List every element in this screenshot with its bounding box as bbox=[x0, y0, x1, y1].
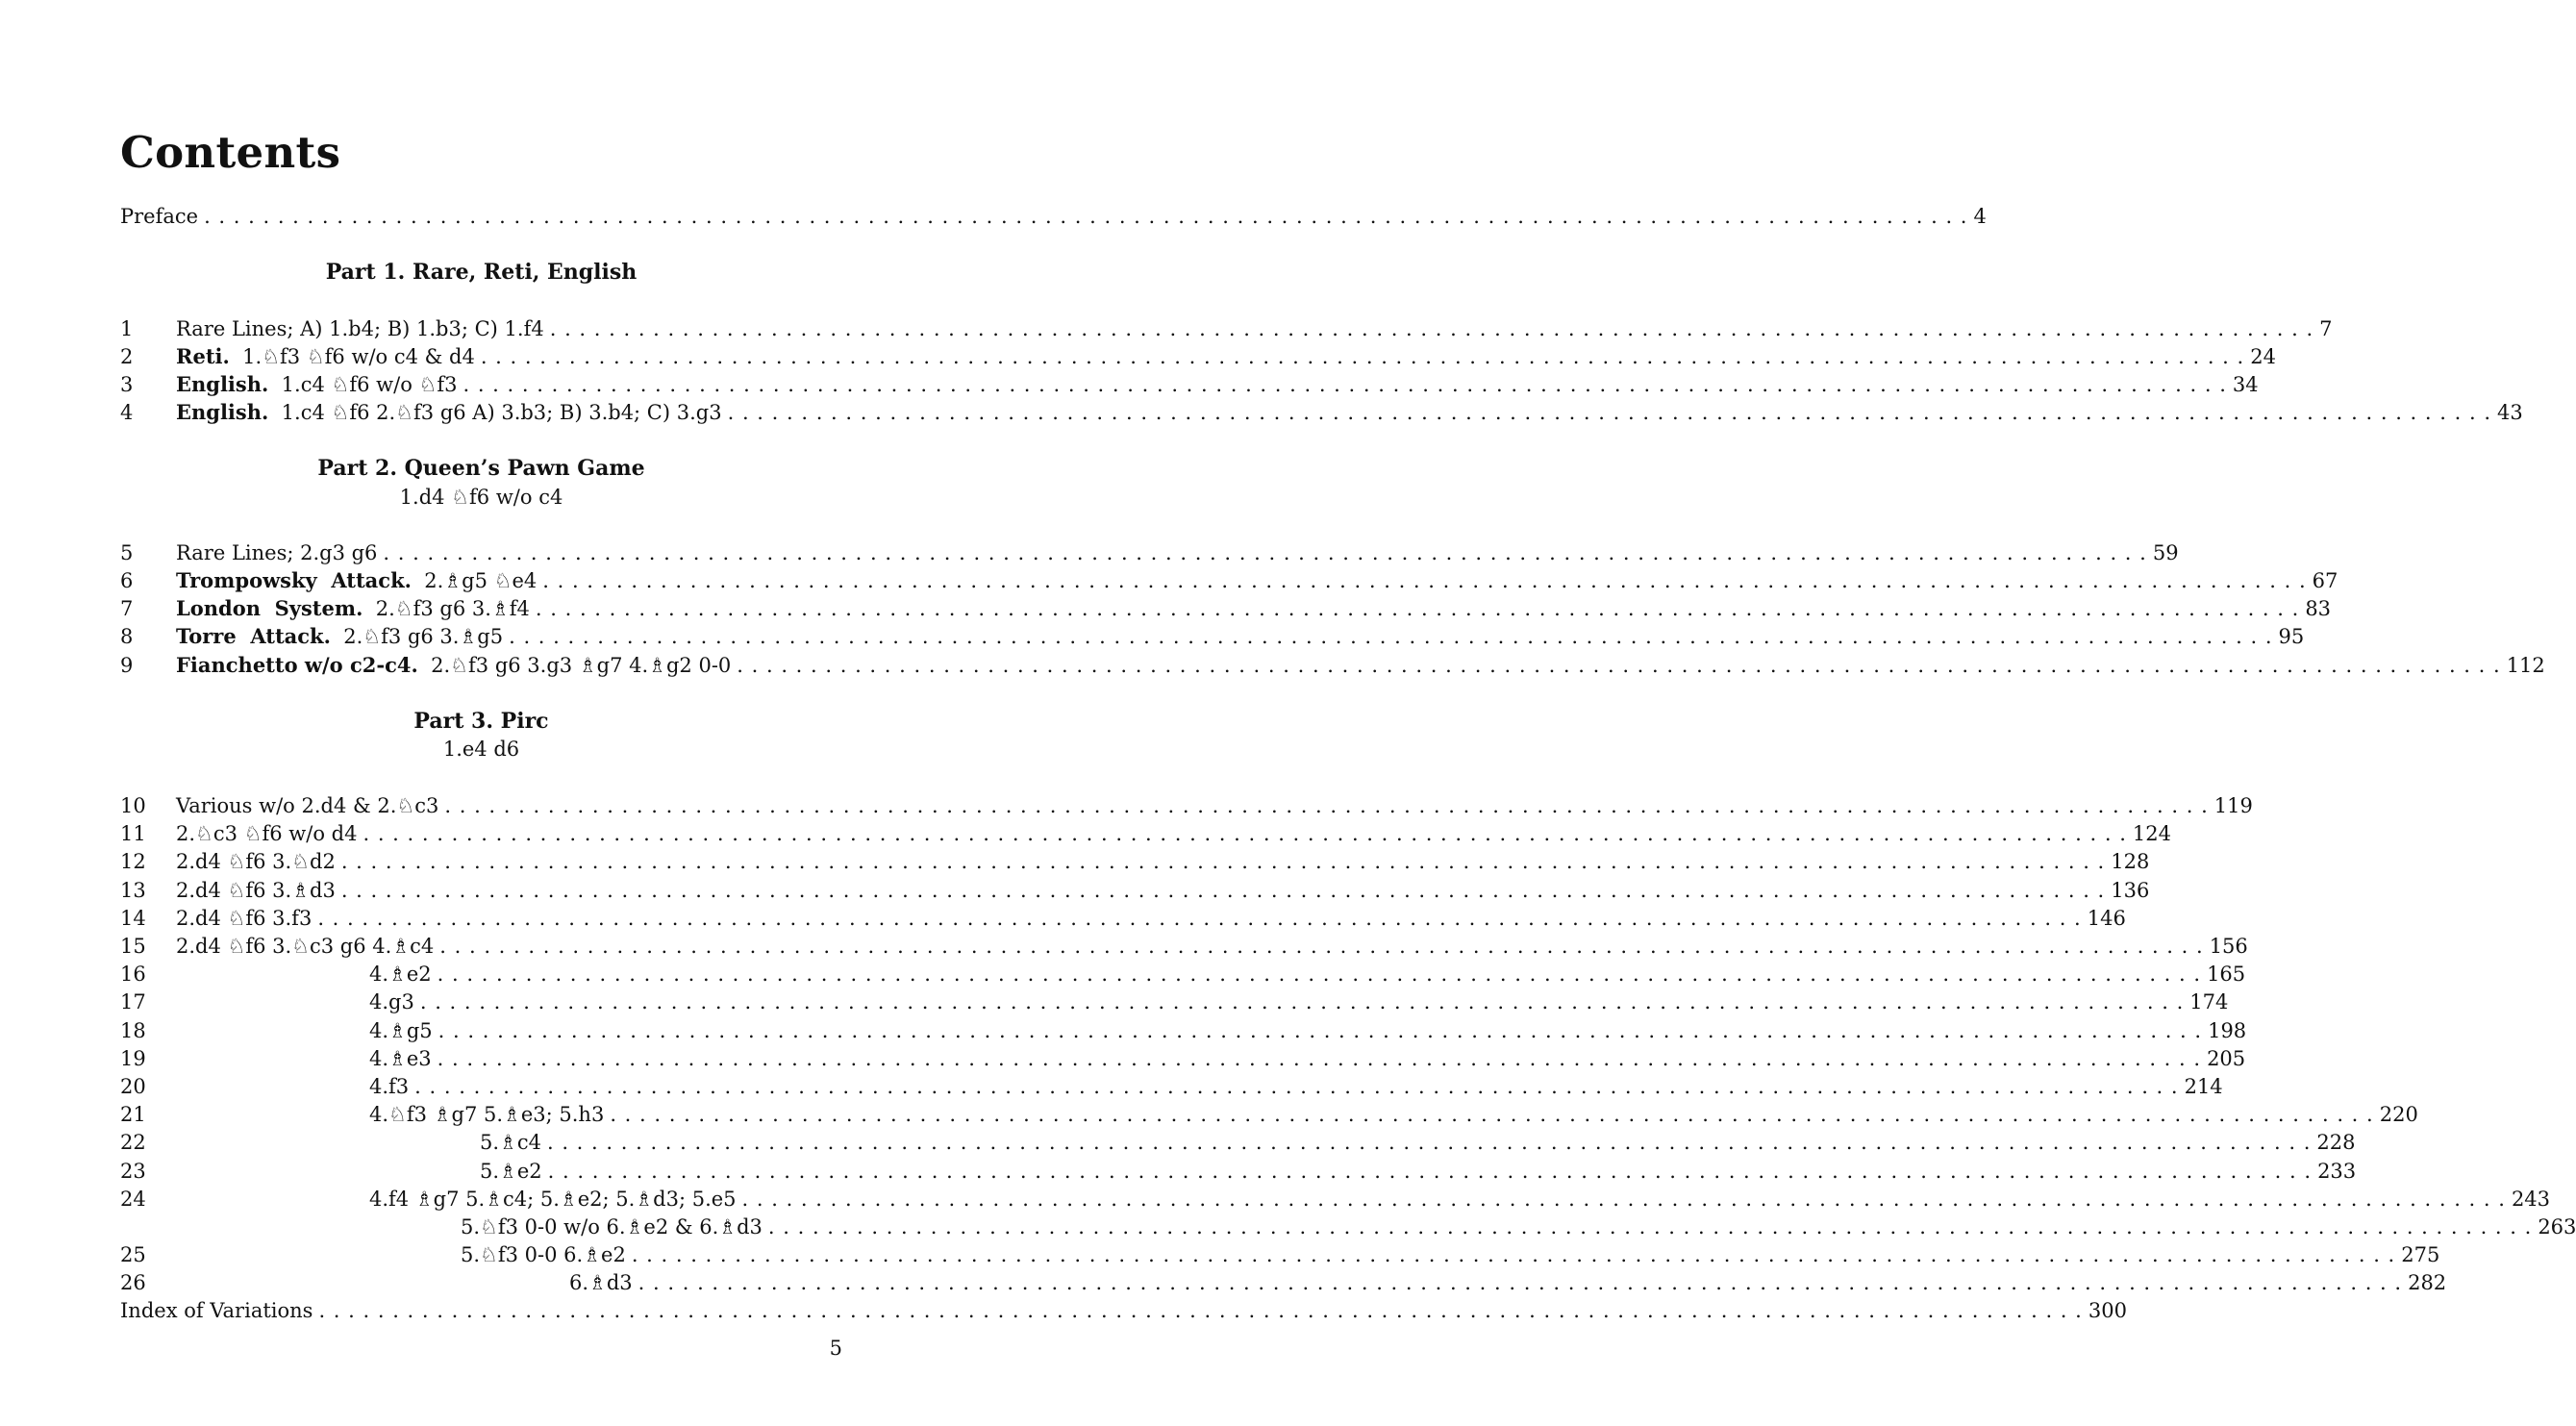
chapter-title: English. 1.c4 ♘f6 2.♘f3 g6 A) 3.b3; B) 3.b4; C) 3.g3 bbox=[176, 400, 722, 424]
chapter-page: 233 bbox=[2317, 1160, 2357, 1183]
toc-entry[interactable] bbox=[120, 848, 2150, 875]
chapter-number: 8 bbox=[120, 625, 134, 648]
dot-leader: . . . . . . . . . . . . . . . . . . . . . . . . . . . . . . . . . . . . . . . . . . . . . . . . . . . . . . . . . . . . . . . . . . . . . . . . . . . . . . . . . . . . . . . . . . . . . . . . . . . . . . . . . . . . . . . . . . . . . . . . bbox=[737, 654, 2501, 677]
chapter-page: 67 bbox=[2312, 569, 2338, 592]
part-1-heading: Part 1. Rare, Reti, English bbox=[325, 260, 638, 285]
chapter-page: 263 bbox=[2538, 1215, 2576, 1238]
chapter-title: 4.f3 bbox=[369, 1075, 410, 1098]
chapter-page: 124 bbox=[2132, 822, 2171, 845]
dot-leader: . . . . . . . . . . . . . . . . . . . . . . . . . . . . . . . . . . . . . . . . . . . . . . . . . . . . . . . . . . . . . . . . . . . . . . . . . . . . . . . . . . . . . . . . . . . . . . . . . . . . . . . . . . . . . . . . . . . . . . . . bbox=[438, 1019, 2203, 1042]
chapter-title: Fianchetto w/o c2-c4. 2.♘f3 g6 3.g3 ♗g7 4.♗g2 0-0 bbox=[176, 653, 732, 677]
chapter-title: 2.d4 ♘f6 3.♘d2 bbox=[176, 850, 336, 873]
page-folio: 5 bbox=[829, 1337, 842, 1360]
toc-entry[interactable] bbox=[120, 371, 2259, 398]
chapter-page: 282 bbox=[2408, 1271, 2447, 1294]
chapter-page: 214 bbox=[2184, 1075, 2223, 1098]
toc-entry[interactable] bbox=[120, 792, 2253, 819]
part-3-subheading: 1.e4 d6 bbox=[442, 738, 520, 761]
chapter-number: 3 bbox=[120, 373, 134, 396]
toc-preface-label: Preface bbox=[120, 205, 199, 228]
chapter-number: 11 bbox=[120, 822, 146, 845]
toc-entry[interactable] bbox=[120, 623, 2305, 650]
dot-leader: . . . . . . . . . . . . . . . . . . . . . . . . . . . . . . . . . . . . . . . . . . . . . . . . . . . . . . . . . . . . . . . . . . . . . . . . . . . . . . . . . . . . . . . . . . . . . . . . . . . . . . . . . . . . . . . . . . . . . . . . bbox=[437, 963, 2202, 986]
toc-entry[interactable] bbox=[120, 1101, 2418, 1128]
toc-entry[interactable] bbox=[120, 539, 2179, 566]
dot-leader: . . . . . . . . . . . . . . . . . . . . . . . . . . . . . . . . . . . . . . . . . . . . . . . . . . . . . . . . . . . . . . . . . . . . . . . . . . . . . . . . . . . . . . . . . . . . . . . . . . . . . . . . . . . . . . . . . . . . . . . . bbox=[444, 794, 2209, 817]
chapter-page: 83 bbox=[2305, 597, 2332, 620]
toc-entry[interactable] bbox=[120, 905, 2126, 932]
chapter-title: Various w/o 2.d4 & 2.♘c3 bbox=[176, 794, 439, 817]
chapter-title: Reti. 1.♘f3 ♘f6 w/o c4 & d4 bbox=[176, 344, 475, 368]
dot-leader: . . . . . . . . . . . . . . . . . . . . . . . . . . . . . . . . . . . . . . . . . . . . . . . . . . . . . . . . . . . . . . . . . . . . . . . . . . . . . . . . . . . . . . . . . . . . . . . . . . . . . . . . . . . . . . . . . . . . . . . . bbox=[204, 205, 1968, 228]
chapter-title: 4.♘f3 ♗g7 5.♗e3; 5.h3 bbox=[369, 1103, 605, 1126]
chapter-page: 112 bbox=[2506, 654, 2545, 677]
chapter-number: 15 bbox=[120, 935, 146, 958]
chapter-number: 12 bbox=[120, 850, 146, 873]
chapter-number: 4 bbox=[120, 401, 134, 424]
chapter-title: Trompowsky Attack. 2.♗g5 ♘e4 bbox=[176, 568, 538, 592]
toc-preface[interactable] bbox=[120, 203, 1987, 230]
chapter-page: 7 bbox=[2319, 317, 2333, 340]
chapter-number: 7 bbox=[120, 597, 134, 620]
chapter-number: 14 bbox=[120, 907, 146, 930]
chapter-title: 6.♗d3 bbox=[569, 1271, 633, 1294]
part-2-heading: Part 2. Queen’s Pawn Game bbox=[317, 456, 645, 481]
chapter-page: 43 bbox=[2497, 401, 2523, 424]
toc-entry[interactable] bbox=[120, 1241, 2440, 1268]
dot-leader: . . . . . . . . . . . . . . . . . . . . . . . . . . . . . . . . . . . . . . . . . . . . . . . . . . . . . . . . . . . . . . . . . . . . . . . . . . . . . . . . . . . . . . . . . . . . . . . . . . . . . . . . . . . . . . . . . . . . . . . . bbox=[437, 1047, 2202, 1070]
chapter-page: 198 bbox=[2208, 1019, 2247, 1042]
dot-leader: . . . . . . . . . . . . . . . . . . . . . . . . . . . . . . . . . . . . . . . . . . . . . . . . . . . . . . . . . . . . . . . . . . . . . . . . . . . . . . . . . . . . . . . . . . . . . . . . . . . . . . . . . . . . . . . . . . . . . . . . bbox=[767, 1215, 2533, 1238]
chapter-page: 24 bbox=[2250, 345, 2276, 368]
chapter-number: 25 bbox=[120, 1243, 146, 1266]
toc-entry[interactable] bbox=[120, 315, 2333, 342]
chapter-title: 4.g3 bbox=[369, 990, 414, 1013]
chapter-title: 2.d4 ♘f6 3.♗d3 bbox=[176, 879, 336, 902]
chapter-page: 165 bbox=[2207, 963, 2246, 986]
chapter-page: 59 bbox=[2152, 541, 2179, 564]
chapter-number: 9 bbox=[120, 654, 134, 677]
chapter-title: 4.♗g5 bbox=[369, 1019, 433, 1042]
part-3-heading: Part 3. Pirc bbox=[413, 709, 549, 734]
toc-entry[interactable] bbox=[120, 1129, 2356, 1156]
toc-entry[interactable] bbox=[120, 1186, 2551, 1213]
dot-leader: . . . . . . . . . . . . . . . . . . . . . . . . . . . . . . . . . . . . . . . . . . . . . . . . . . . . . . . . . . . . . . . . . . . . . . . . . . . . . . . . . . . . . . . . . . . . . . . . . . . . . . . . . . . . . . . . . . . . . . . . bbox=[318, 1299, 2083, 1322]
chapter-page: 205 bbox=[2207, 1047, 2246, 1070]
chapter-number: 10 bbox=[120, 794, 146, 817]
dot-leader: . . . . . . . . . . . . . . . . . . . . . . . . . . . . . . . . . . . . . . . . . . . . . . . . . . . . . . . . . . . . . . . . . . . . . . . . . . . . . . . . . . . . . . . . . . . . . . . . . . . . . . . . . . . . . . . . . . . . . . . . bbox=[383, 541, 2147, 564]
chapter-title: Rare Lines; A) 1.b4; B) 1.b3; C) 1.f4 bbox=[176, 317, 544, 340]
chapter-title: 2.♘c3 ♘f6 w/o d4 bbox=[176, 822, 358, 845]
chapter-number: 1 bbox=[120, 317, 134, 340]
dot-leader: . . . . . . . . . . . . . . . . . . . . . . . . . . . . . . . . . . . . . . . . . . . . . . . . . . . . . . . . . . . . . . . . . . . . . . . . . . . . . . . . . . . . . . . . . . . . . . . . . . . . . . . . . . . . . . . . . . . . . . . . bbox=[610, 1103, 2374, 1126]
page-title: Contents bbox=[120, 127, 341, 178]
chapter-title: 2.d4 ♘f6 3.♘c3 g6 4.♗c4 bbox=[176, 935, 435, 958]
chapter-page: 174 bbox=[2189, 990, 2229, 1013]
toc-entry[interactable] bbox=[120, 961, 2246, 988]
toc-preface-page: 4 bbox=[1973, 205, 1987, 228]
chapter-number: 16 bbox=[120, 963, 146, 986]
dot-leader: . . . . . . . . . . . . . . . . . . . . . . . . . . . . . . . . . . . . . . . . . . . . . . . . . . . . . . . . . . . . . . . . . . . . . . . . . . . . . . . . . . . . . . . . . . . . . . . . . . . . . . . . . . . . . . . . . . . . . . . . bbox=[463, 373, 2227, 396]
chapter-number: 13 bbox=[120, 879, 146, 902]
toc-entry[interactable] bbox=[120, 1269, 2447, 1296]
toc-index[interactable] bbox=[120, 1297, 2127, 1324]
chapter-page: 220 bbox=[2379, 1103, 2418, 1126]
toc-entry[interactable] bbox=[120, 595, 2332, 622]
toc-entry[interactable] bbox=[120, 1158, 2357, 1185]
chapter-number: 19 bbox=[120, 1047, 146, 1070]
toc-entry[interactable] bbox=[120, 1045, 2246, 1072]
chapter-title: Rare Lines; 2.g3 g6 bbox=[176, 541, 378, 564]
chapter-title: 2.d4 ♘f6 3.f3 bbox=[176, 907, 313, 930]
dot-leader: . . . . . . . . . . . . . . . . . . . . . . . . . . . . . . . . . . . . . . . . . . . . . . . . . . . . . . . . . . . . . . . . . . . . . . . . . . . . . . . . . . . . . . . . . . . . . . . . . . . . . . . . . . . . . . . . . . . . . . . . bbox=[542, 569, 2307, 592]
chapter-title: 4.♗e3 bbox=[369, 1047, 432, 1070]
chapter-number: 22 bbox=[120, 1131, 146, 1154]
dot-leader: . . . . . . . . . . . . . . . . . . . . . . . . . . . . . . . . . . . . . . . . . . . . . . . . . . . . . . . . . . . . . . . . . . . . . . . . . . . . . . . . . . . . . . . . . . . . . . . . . . . . . . . . . . . . . . . . . . . . . . . . bbox=[317, 907, 2082, 930]
chapter-number: 21 bbox=[120, 1103, 146, 1126]
chapter-number: 24 bbox=[120, 1188, 146, 1211]
dot-leader: . . . . . . . . . . . . . . . . . . . . . . . . . . . . . . . . . . . . . . . . . . . . . . . . . . . . . . . . . . . . . . . . . . . . . . . . . . . . . . . . . . . . . . . . . . . . . . . . . . . . . . . . . . . . . . . . . . . . . . . . bbox=[631, 1243, 2396, 1266]
dot-leader: . . . . . . . . . . . . . . . . . . . . . . . . . . . . . . . . . . . . . . . . . . . . . . . . . . . . . . . . . . . . . . . . . . . . . . . . . . . . . . . . . . . . . . . . . . . . . . . . . . . . . . . . . . . . . . . . . . . . . . . . bbox=[509, 625, 2273, 648]
toc-entry[interactable] bbox=[120, 988, 2229, 1015]
chapter-title: 5.♘f3 0-0 w/o 6.♗e2 & 6.♗d3 bbox=[461, 1215, 763, 1238]
dot-leader: . . . . . . . . . . . . . . . . . . . . . . . . . . . . . . . . . . . . . . . . . . . . . . . . . . . . . . . . . . . . . . . . . . . . . . . . . . . . . . . . . . . . . . . . . . . . . . . . . . . . . . . . . . . . . . . . . . . . . . . . bbox=[419, 990, 2185, 1013]
chapter-number: 5 bbox=[120, 541, 134, 564]
chapter-page: 95 bbox=[2278, 625, 2305, 648]
chapter-title: 5.♗c4 bbox=[480, 1131, 541, 1154]
chapter-title: 5.♗e2 bbox=[480, 1160, 542, 1183]
toc-entry[interactable] bbox=[120, 1017, 2247, 1044]
toc-entry[interactable] bbox=[120, 399, 2523, 426]
toc-index-page: 300 bbox=[2088, 1299, 2127, 1322]
chapter-number: 20 bbox=[120, 1075, 146, 1098]
chapter-title: Torre Attack. 2.♘f3 g6 3.♗g5 bbox=[176, 624, 504, 648]
dot-leader: . . . . . . . . . . . . . . . . . . . . . . . . . . . . . . . . . . . . . . . . . . . . . . . . . . . . . . . . . . . . . . . . . . . . . . . . . . . . . . . . . . . . . . . . . . . . . . . . . . . . . . . . . . . . . . . . . . . . . . . . bbox=[549, 317, 2314, 340]
chapter-page: 146 bbox=[2087, 907, 2126, 930]
chapter-number: 18 bbox=[120, 1019, 146, 1042]
chapter-page: 34 bbox=[2232, 373, 2259, 396]
toc-entry[interactable] bbox=[120, 820, 2171, 847]
toc-entry[interactable] bbox=[120, 1213, 2576, 1240]
dot-leader: . . . . . . . . . . . . . . . . . . . . . . . . . . . . . . . . . . . . . . . . . . . . . . . . . . . . . . . . . . . . . . . . . . . . . . . . . . . . . . . . . . . . . . . . . . . . . . . . . . . . . . . . . . . . . . . . . . . . . . . . bbox=[727, 401, 2491, 424]
dot-leader: . . . . . . . . . . . . . . . . . . . . . . . . . . . . . . . . . . . . . . . . . . . . . . . . . . . . . . . . . . . . . . . . . . . . . . . . . . . . . . . . . . . . . . . . . . . . . . . . . . . . . . . . . . . . . . . . . . . . . . . . bbox=[414, 1075, 2179, 1098]
chapter-number: 6 bbox=[120, 569, 134, 592]
chapter-title: London System. 2.♘f3 g6 3.♗f4 bbox=[176, 596, 530, 620]
dot-leader: . . . . . . . . . . . . . . . . . . . . . . . . . . . . . . . . . . . . . . . . . . . . . . . . . . . . . . . . . . . . . . . . . . . . . . . . . . . . . . . . . . . . . . . . . . . . . . . . . . . . . . . . . . . . . . . . . . . . . . . . bbox=[340, 850, 2106, 873]
chapter-number: 2 bbox=[120, 345, 134, 368]
toc-entry[interactable] bbox=[120, 567, 2338, 594]
chapter-page: 119 bbox=[2213, 794, 2253, 817]
dot-leader: . . . . . . . . . . . . . . . . . . . . . . . . . . . . . . . . . . . . . . . . . . . . . . . . . . . . . . . . . . . . . . . . . . . . . . . . . . . . . . . . . . . . . . . . . . . . . . . . . . . . . . . . . . . . . . . . . . . . . . . . bbox=[340, 879, 2106, 902]
toc-entry[interactable] bbox=[120, 933, 2248, 960]
dot-leader: . . . . . . . . . . . . . . . . . . . . . . . . . . . . . . . . . . . . . . . . . . . . . . . . . . . . . . . . . . . . . . . . . . . . . . . . . . . . . . . . . . . . . . . . . . . . . . . . . . . . . . . . . . . . . . . . . . . . . . . . bbox=[480, 345, 2245, 368]
toc-entry[interactable] bbox=[120, 343, 2276, 370]
dot-leader: . . . . . . . . . . . . . . . . . . . . . . . . . . . . . . . . . . . . . . . . . . . . . . . . . . . . . . . . . . . . . . . . . . . . . . . . . . . . . . . . . . . . . . . . . . . . . . . . . . . . . . . . . . . . . . . . . . . . . . . . bbox=[547, 1160, 2313, 1183]
chapter-title: 5.♘f3 0-0 6.♗e2 bbox=[461, 1243, 626, 1266]
dot-leader: . . . . . . . . . . . . . . . . . . . . . . . . . . . . . . . . . . . . . . . . . . . . . . . . . . . . . . . . . . . . . . . . . . . . . . . . . . . . . . . . . . . . . . . . . . . . . . . . . . . . . . . . . . . . . . . . . . . . . . . . bbox=[741, 1188, 2506, 1211]
chapter-page: 128 bbox=[2111, 850, 2150, 873]
chapter-number: 23 bbox=[120, 1160, 146, 1183]
toc-index-label: Index of Variations bbox=[120, 1299, 313, 1322]
chapter-page: 156 bbox=[2209, 935, 2248, 958]
chapter-title: English. 1.c4 ♘f6 w/o ♘f3 bbox=[176, 372, 458, 396]
dot-leader: . . . . . . . . . . . . . . . . . . . . . . . . . . . . . . . . . . . . . . . . . . . . . . . . . . . . . . . . . . . . . . . . . . . . . . . . . . . . . . . . . . . . . . . . . . . . . . . . . . . . . . . . . . . . . . . . . . . . . . . . bbox=[439, 935, 2204, 958]
chapter-page: 136 bbox=[2111, 879, 2150, 902]
part-2-subheading: 1.d4 ♘f6 w/o c4 bbox=[399, 486, 563, 509]
toc-entry[interactable] bbox=[120, 877, 2150, 904]
chapter-page: 228 bbox=[2316, 1131, 2356, 1154]
chapter-page: 275 bbox=[2401, 1243, 2440, 1266]
toc-entry[interactable] bbox=[120, 652, 2545, 679]
dot-leader: . . . . . . . . . . . . . . . . . . . . . . . . . . . . . . . . . . . . . . . . . . . . . . . . . . . . . . . . . . . . . . . . . . . . . . . . . . . . . . . . . . . . . . . . . . . . . . . . . . . . . . . . . . . . . . . . . . . . . . . . bbox=[363, 822, 2127, 845]
chapter-title: 4.♗e2 bbox=[369, 963, 432, 986]
chapter-number: 17 bbox=[120, 990, 146, 1013]
chapter-page: 243 bbox=[2511, 1188, 2551, 1211]
chapter-number: 26 bbox=[120, 1271, 146, 1294]
dot-leader: . . . . . . . . . . . . . . . . . . . . . . . . . . . . . . . . . . . . . . . . . . . . . . . . . . . . . . . . . . . . . . . . . . . . . . . . . . . . . . . . . . . . . . . . . . . . . . . . . . . . . . . . . . . . . . . . . . . . . . . . bbox=[638, 1271, 2403, 1294]
dot-leader: . . . . . . . . . . . . . . . . . . . . . . . . . . . . . . . . . . . . . . . . . . . . . . . . . . . . . . . . . . . . . . . . . . . . . . . . . . . . . . . . . . . . . . . . . . . . . . . . . . . . . . . . . . . . . . . . . . . . . . . . bbox=[546, 1131, 2312, 1154]
chapter-title: 4.f4 ♗g7 5.♗c4; 5.♗e2; 5.♗d3; 5.e5 bbox=[369, 1188, 737, 1211]
toc-entry[interactable] bbox=[120, 1073, 2223, 1100]
dot-leader: . . . . . . . . . . . . . . . . . . . . . . . . . . . . . . . . . . . . . . . . . . . . . . . . . . . . . . . . . . . . . . . . . . . . . . . . . . . . . . . . . . . . . . . . . . . . . . . . . . . . . . . . . . . . . . . . . . . . . . . . bbox=[535, 597, 2300, 620]
